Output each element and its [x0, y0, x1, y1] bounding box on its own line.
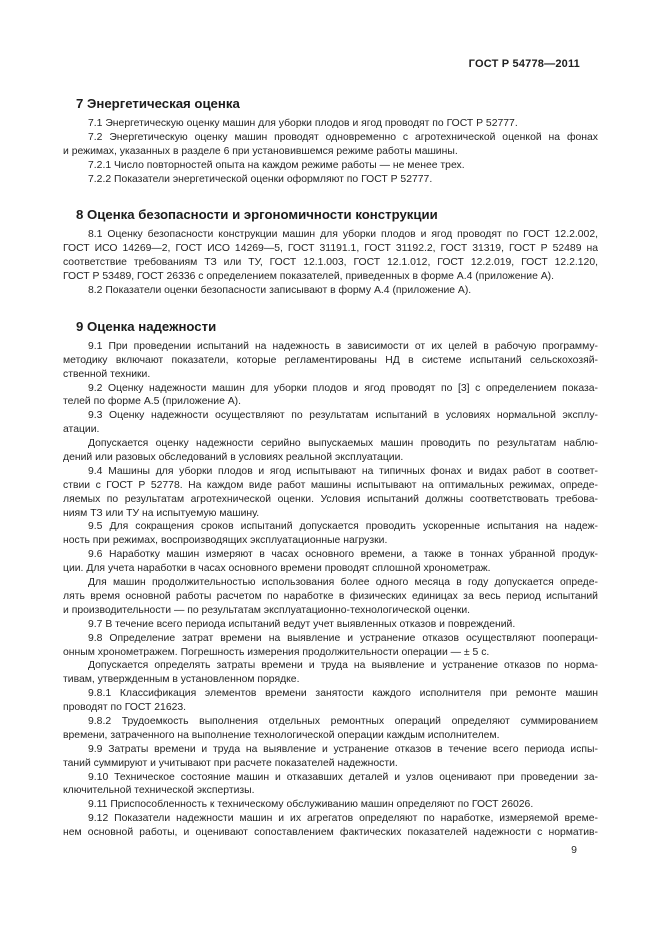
text-line: 9.8.1 Классификация элементов времени занятости каждого исполнителя при ремонте машин	[88, 688, 598, 700]
text-line: 7.1 Энергетическую оценку машин для уборки плодов и ягод проводят по ГОСТ Р 52777.	[88, 118, 518, 129]
text-line: ГОСТ ИСО 14269—2, ГОСТ ИСО 14269—5, ГОСТ 31191.1, ГОСТ 31192.2, ГОСТ 31319, ГОСТ Р 52489 на	[63, 243, 598, 255]
text-line: нем основной работы, и оценивают сопоставлением фактических показателей надежности с норматив-	[63, 827, 598, 839]
text-line: 7.2.1 Число повторностей опыта на каждом режиме работы — не менее трех.	[88, 159, 465, 171]
text-line: ции. Для учета наработки в часах основного времени проводят сплошной хронометраж.	[63, 563, 491, 575]
text-line: 8.2 Показатели оценки безопасности записывают в форму А.4 (приложение А).	[88, 285, 472, 297]
text-line: ность при режимах, воспроизводящих эксплуатационные нагрузки.	[63, 535, 388, 547]
paragraph	[63, 743, 598, 771]
text-line: тивам, утвержденным в установленном порядке.	[63, 674, 300, 686]
text-line: таний суммируют и учитывают при расчете показателей надежности.	[63, 757, 398, 769]
text-line: 9.12 Показатели надежности машин и их агрегатов определяют по наработке, измеряемой време-	[88, 813, 598, 825]
section-heading: 8 Оценка безопасности и эргономичности конструкции	[76, 207, 438, 223]
text-line: ляемых по результатам агротехнической оценки. Условия испытаний должны соответствовать требова-	[63, 493, 598, 505]
standard-designation: ГОСТ Р 54778—2011	[468, 58, 580, 70]
text-line: методику включают показатели, которые регламентированы НД в системе испытаний сельскохозяй-	[63, 354, 598, 366]
paragraph	[63, 173, 598, 187]
paragraph	[63, 284, 598, 298]
text-line: 7.2.2 Показатели энергетической оценки оформляют по ГОСТ Р 52777.	[88, 173, 433, 185]
text-line: 9.11 Приспособленность к техническому обслуживанию машин определяют по ГОСТ 26026.	[88, 799, 534, 811]
text-line: и производительности — по результатам эксплуатационно-технологической оценки.	[63, 604, 471, 616]
paragraph	[63, 520, 598, 548]
text-line: соответствие требованиям ТЗ или ТУ, ГОСТ 12.1.003, ГОСТ 12.1.012, ГОСТ 12.2.019, ГОСТ 12.2.120,	[63, 257, 598, 269]
text-line: 7.2 Энергетическую оценку машин проводят одновременно с агротехнической оценкой на фонах	[88, 131, 598, 143]
text-line: ственной техники.	[63, 368, 151, 380]
text-line: 9.7 В течение всего периода испытаний ведут учет выявленных отказов и повреждений.	[88, 618, 516, 630]
text-line: Допускается определять затраты времени и труда на выявление и устранение отказов по норма-	[88, 660, 598, 672]
text-line: времени, затраченного на выполнение технологической операции каждым исполнителем.	[63, 729, 500, 741]
paragraph	[63, 798, 598, 812]
paragraph	[63, 437, 598, 465]
text-line: и режимах, указанных в разделе 6 при установившемся режиме работы машины.	[63, 145, 458, 157]
text-line: 9.8 Определение затрат времени на выявление и устранение отказов осуществляют поопераци-	[88, 632, 598, 644]
paragraph	[63, 228, 598, 284]
paragraph	[63, 548, 598, 576]
text-line: 9.4 Машины для уборки плодов и ягод испытывают на типичных фонах и видах работ в соответ-	[88, 465, 598, 477]
paragraph	[63, 382, 598, 410]
text-line: дений или разовых обследований в условиях реальной эксплуатации.	[63, 452, 404, 464]
paragraph	[63, 812, 598, 840]
text-line: телей по форме А.5 (приложение А).	[63, 396, 242, 408]
text-line: онным хронометражем. Погрешность измерения продолжительности операции — ± 5 с.	[63, 646, 490, 658]
paragraph	[63, 576, 598, 618]
text-line: 9.8.2 Трудоемкость выполнения отдельных ремонтных операций определяют суммированием	[88, 715, 598, 727]
paragraph	[63, 131, 598, 159]
paragraph	[63, 771, 598, 799]
text-line: 9.2 Оценку надежности машин для уборки плодов и ягод проводят по [3] с определением показа-	[88, 382, 598, 394]
text-line: 9.10 Техническое состояние машин и отказавших деталей и узлов оценивают при проведении за-	[88, 771, 598, 783]
text-line: Для машин продолжительностью использования более одного месяца в году допускается опреде-	[88, 577, 598, 589]
text-line: 9.1 При проведении испытаний на надежность в зависимости от их целей в рабочую программу-	[88, 340, 598, 352]
paragraph	[63, 409, 598, 437]
text-line: ключительной технической экспертизы.	[63, 785, 255, 797]
paragraph	[63, 715, 598, 743]
text-line: Допускается оценку надежности серийно выпускаемых машин проводить по результатам наблю-	[88, 438, 598, 450]
text-line: лять время основной работы расчетом по наработке в физических единицах за весь период испытаний	[63, 590, 598, 602]
text-line: ствии с ГОСТ Р 52778. На каждом виде работ машины испытывают на оптимальных режимах, опреде-	[63, 479, 598, 491]
text-line: атации.	[63, 424, 100, 436]
paragraph	[63, 687, 598, 715]
section-heading: 9 Оценка надежности	[76, 318, 217, 334]
section-heading: 7 Энергетическая оценка	[76, 96, 240, 111]
text-line: 9.5 Для сокращения сроков испытаний допускается проводить ускоренные испытания на надеж-	[88, 521, 598, 533]
text-line: проводят по ГОСТ 21623.	[63, 702, 187, 714]
paragraph	[63, 659, 598, 687]
paragraph	[63, 618, 598, 632]
text-line: 8.1 Оценку безопасности конструкции машин для уборки плодов и ягод проводят по ГОСТ 12.2.002,	[88, 229, 598, 241]
text-line: 9.9 Затраты времени и труда на выявление и устранение отказов в течение всего периода испы-	[88, 743, 598, 755]
text-line: 9.6 Наработку машин измеряют в часах основного времени, а также в тоннах убранной продук-	[88, 549, 598, 561]
text-line: 9.3 Оценку надежности осуществляют по результатам испытаний в условиях нормальной эксплу-	[88, 410, 598, 422]
document-body	[63, 71, 598, 840]
paragraph	[63, 340, 598, 382]
paragraph	[63, 117, 598, 131]
page-number: 9	[571, 844, 577, 856]
paragraph	[63, 465, 598, 521]
text-line: ГОСТ Р 53489, ГОСТ 26336 с определением показателей, приведенных в форме А.4 (приложение А).	[63, 271, 555, 283]
paragraph	[63, 632, 598, 660]
text-line: ниям ТЗ или ТУ на испытуемую машину.	[63, 507, 260, 519]
paragraph	[63, 159, 598, 173]
